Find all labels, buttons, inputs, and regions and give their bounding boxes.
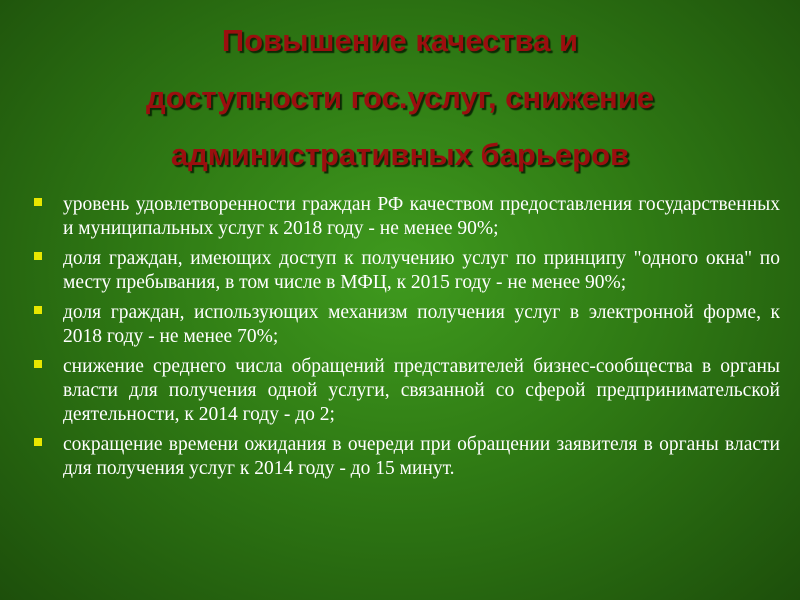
bullet-item — [30, 193, 780, 241]
bullet-text: уровень удовлетворенности граждан РФ качеством предоставления государственных и муниципальных услуг к 2018 году - не менее 90%; — [63, 194, 780, 239]
bullet-item — [30, 301, 780, 349]
slide-title — [20, 12, 780, 183]
bullet-list — [30, 193, 780, 487]
square-bullet-icon — [34, 252, 42, 260]
square-bullet-icon — [34, 438, 42, 446]
square-bullet-icon — [34, 360, 42, 368]
bullet-text: доля граждан, использующих механизм получения услуг в электронной форме, к 2018 году - не менее 70%; — [63, 302, 780, 347]
bullet-item — [30, 433, 780, 481]
bullet-text: доля граждан, имеющих доступ к получению услуг по принципу "одного окна" по месту пребывания, в том числе в МФЦ, к 2015 году - не менее 90%; — [63, 248, 780, 293]
bullet-text: снижение среднего числа обращений представителей бизнес-сообщества в органы власти для получения одной услуги, связанной со сферой предпринимательской деятельности, к 2014 году - до 2; — [63, 356, 780, 425]
square-bullet-icon — [34, 198, 42, 206]
bullet-text: сокращение времени ожидания в очереди при обращении заявителя в органы власти для получения услуг к 2014 году - до 15 минут. — [63, 434, 780, 479]
bullet-item — [30, 247, 780, 295]
title-line-1: Повышение качества и — [221, 23, 579, 58]
title-line-2: доступности гос.услуг, снижение — [145, 80, 655, 115]
square-bullet-icon — [34, 306, 42, 314]
bullet-item — [30, 355, 780, 427]
title-line-3: административных барьеров — [170, 137, 630, 172]
